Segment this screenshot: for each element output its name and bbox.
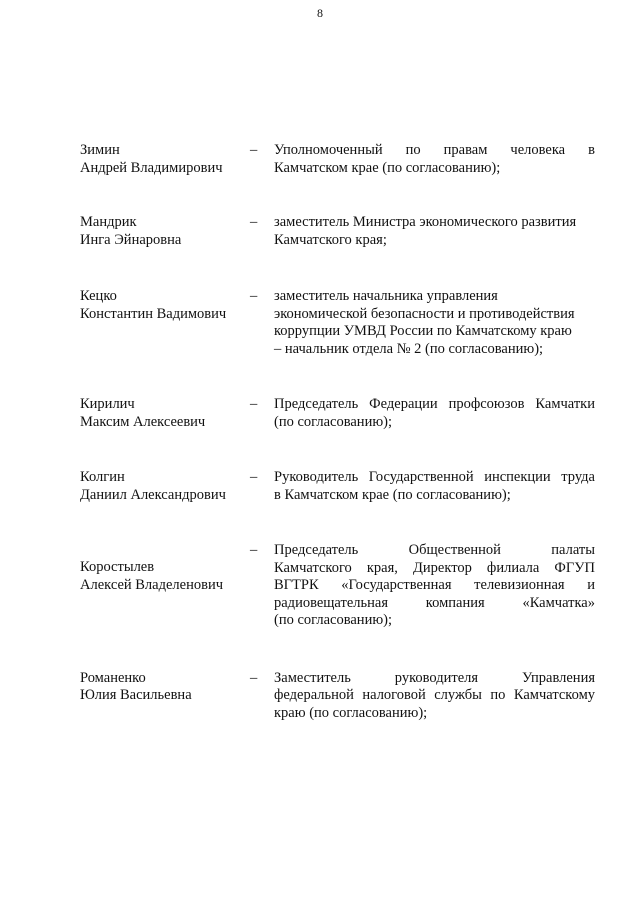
role-line: Председатель Федерации профсоюзов Камчатки [274, 396, 595, 412]
given-name: Андрей Владимирович [80, 159, 223, 176]
page-number: 8 [317, 6, 323, 20]
surname: Романенко [80, 669, 146, 686]
role-text [274, 670, 595, 723]
role-line: Камчатском крае (по согласованию); [274, 159, 501, 176]
list-item-zimin [80, 142, 595, 177]
role-line: краю (по согласованию); [274, 704, 428, 721]
list-item-kolgin [80, 469, 595, 504]
role-text [274, 142, 595, 177]
list-item-mandrik [80, 214, 595, 249]
member-list [80, 142, 595, 722]
person-name [80, 396, 250, 431]
surname: Зимин [80, 142, 120, 158]
role-text [274, 396, 595, 431]
given-name: Юлия Васильевна [80, 687, 192, 703]
role-line: заместитель Министра экономического развития [274, 214, 577, 230]
role-line: коррупции УМВД России по Камчатскому краю [274, 323, 572, 339]
role-line: (по согласованию); [274, 612, 393, 628]
person-name [80, 288, 250, 323]
dash: – [250, 542, 258, 558]
role-line: Камчатского края, Директор филиала ФГУП [274, 559, 595, 576]
role-line: (по согласованию); [274, 413, 393, 430]
role-line: экономической безопасности и противодействия [274, 305, 575, 322]
dash: – [250, 669, 258, 686]
given-name: Даниил Александрович [80, 486, 226, 503]
person-name [80, 469, 250, 504]
role-line: Уполномоченный по правам человека в [274, 142, 595, 158]
person-name [80, 670, 250, 705]
role-line: Заместитель руководителя Управления [274, 669, 595, 686]
surname: Мандрик [80, 214, 137, 230]
person-name [80, 214, 250, 249]
person-name [80, 542, 250, 594]
surname: Кирилич [80, 396, 135, 412]
role-text [274, 214, 595, 249]
role-line: федеральной налоговой службы по Камчатскому [274, 687, 595, 703]
role-line: – начальник отдела № 2 (по согласованию); [274, 340, 544, 357]
given-name: Инга Эйнаровна [80, 231, 182, 248]
surname: Кецко [80, 288, 117, 304]
person-name [80, 142, 250, 177]
role-line: радиовещательная компания «Камчатка» [274, 594, 595, 611]
role-line: Председатель Общественной палаты [274, 542, 595, 558]
dash: – [250, 396, 258, 412]
surname: Коростылев [80, 559, 155, 575]
role-line: в Камчатском крае (по согласованию); [274, 486, 511, 503]
role-line: Камчатского края; [274, 231, 387, 248]
role-text [274, 469, 595, 504]
list-item-korostylev [80, 542, 595, 630]
dash: – [250, 142, 258, 158]
list-item-romanenko [80, 670, 595, 723]
role-line: ВГТРК «Государственная телевизионная и [274, 577, 595, 593]
dash: – [250, 214, 258, 230]
list-item-kirilich [80, 396, 595, 431]
list-item-ketsko [80, 288, 595, 358]
role-text [274, 288, 595, 358]
given-name: Максим Алексеевич [80, 413, 206, 430]
role-text [274, 542, 595, 630]
given-name: Константин Вадимович [80, 305, 227, 322]
dash: – [250, 469, 258, 485]
role-line: заместитель начальника управления [274, 288, 498, 304]
given-name: Алексей Владеленович [80, 576, 223, 593]
surname: Колгин [80, 469, 125, 485]
dash: – [250, 288, 258, 304]
role-line: Руководитель Государственной инспекции труда [274, 469, 595, 485]
